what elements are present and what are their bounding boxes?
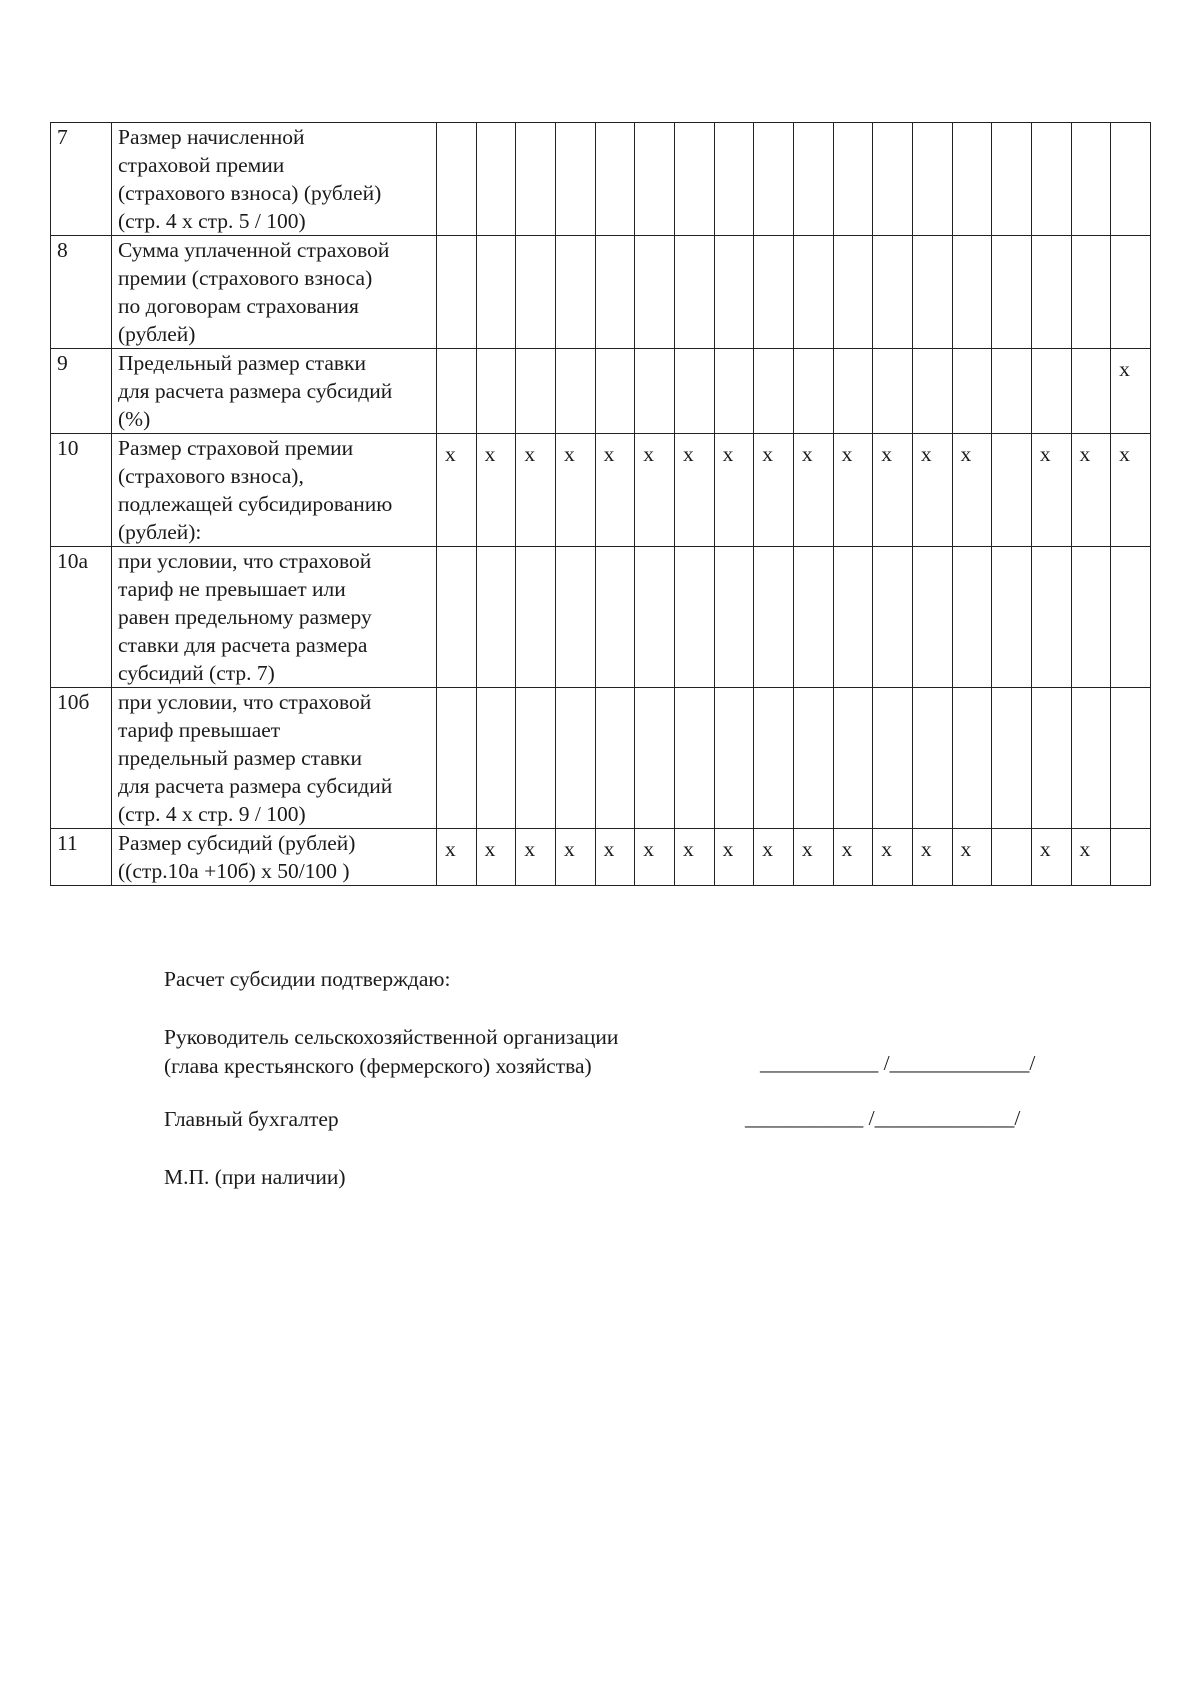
value-cell[interactable]: х <box>833 829 873 886</box>
value-cell[interactable] <box>555 547 595 688</box>
value-cell[interactable] <box>1111 547 1151 688</box>
table-row <box>51 547 1151 688</box>
description-line: (стр. 4 х стр. 5 / 100) <box>118 209 306 233</box>
description-line: ставки для расчета размера <box>118 633 368 657</box>
value-cell[interactable]: х <box>635 434 675 547</box>
row-description <box>112 829 437 886</box>
value-cell[interactable] <box>912 349 952 434</box>
value-cell[interactable] <box>754 236 794 349</box>
value-cell[interactable] <box>555 123 595 236</box>
description-line: Размер начисленной <box>118 125 305 149</box>
value-cell[interactable] <box>952 547 992 688</box>
value-cell[interactable]: х <box>595 829 635 886</box>
subsidy-calculation-table <box>50 122 1151 886</box>
value-cell[interactable] <box>952 123 992 236</box>
description-line: подлежащей субсидированию <box>118 492 393 516</box>
value-cell[interactable] <box>1071 123 1111 236</box>
value-cell[interactable] <box>476 688 516 829</box>
description-line: Размер субсидий (рублей) <box>118 831 356 855</box>
value-cell[interactable] <box>873 236 913 349</box>
description-line: страховой премии <box>118 153 285 177</box>
value-cell[interactable] <box>714 349 754 434</box>
value-cell[interactable]: х <box>714 434 754 547</box>
value-cell[interactable] <box>793 349 833 434</box>
value-cell[interactable] <box>714 547 754 688</box>
value-cell[interactable] <box>437 688 477 829</box>
value-cell[interactable]: х <box>1071 434 1111 547</box>
value-cell[interactable]: х <box>476 434 516 547</box>
value-cell[interactable] <box>674 236 714 349</box>
value-cell[interactable] <box>595 236 635 349</box>
value-cell[interactable] <box>1071 688 1111 829</box>
value-cell[interactable] <box>912 123 952 236</box>
value-cell[interactable] <box>1111 123 1151 236</box>
description-line: для расчета размера субсидий <box>118 379 393 403</box>
value-cell[interactable] <box>873 123 913 236</box>
value-cell[interactable]: х <box>912 434 952 547</box>
value-cell[interactable]: х <box>754 829 794 886</box>
value-cell[interactable]: х <box>873 434 913 547</box>
value-cell[interactable] <box>635 236 675 349</box>
value-cell[interactable] <box>1111 688 1151 829</box>
row-number: 7 <box>51 123 112 236</box>
value-cell[interactable] <box>714 236 754 349</box>
description-line: (страхового взноса) (рублей) <box>118 181 382 205</box>
value-cell[interactable] <box>674 547 714 688</box>
value-cell[interactable] <box>992 349 1032 434</box>
value-cell[interactable] <box>635 547 675 688</box>
value-cell[interactable]: х <box>873 829 913 886</box>
value-cell[interactable] <box>674 349 714 434</box>
value-cell[interactable] <box>793 236 833 349</box>
value-cell[interactable] <box>754 688 794 829</box>
value-cell[interactable] <box>833 123 873 236</box>
value-cell[interactable] <box>476 236 516 349</box>
value-cell[interactable] <box>674 123 714 236</box>
value-cell[interactable] <box>555 349 595 434</box>
description-line: (страхового взноса), <box>118 464 304 488</box>
value-cell[interactable] <box>793 688 833 829</box>
table-row <box>51 688 1151 829</box>
value-cell[interactable]: х <box>1111 434 1151 547</box>
value-cell[interactable] <box>992 236 1032 349</box>
description-line: (рублей): <box>118 520 202 544</box>
row-description <box>112 123 437 236</box>
value-cell[interactable]: х <box>952 434 992 547</box>
value-cell[interactable]: х <box>555 829 595 886</box>
value-cell[interactable] <box>476 547 516 688</box>
value-cell[interactable] <box>1111 829 1151 886</box>
value-cell[interactable] <box>833 349 873 434</box>
value-cell[interactable]: х <box>833 434 873 547</box>
value-cell[interactable]: х <box>595 434 635 547</box>
head-title-line-1: Руководитель сельскохозяйственной организации <box>164 1025 619 1049</box>
seal-note: М.П. (при наличии) <box>164 1165 346 1189</box>
value-cell[interactable] <box>595 547 635 688</box>
value-cell[interactable]: х <box>952 829 992 886</box>
row-description <box>112 547 437 688</box>
value-cell[interactable] <box>1071 349 1111 434</box>
description-line: Предельный размер ставки <box>118 351 366 375</box>
confirm-text: Расчет субсидии подтверждаю: <box>164 967 451 991</box>
value-cell[interactable] <box>992 547 1032 688</box>
description-line: при условии, что страховой <box>118 549 372 573</box>
value-cell[interactable] <box>992 123 1032 236</box>
value-cell[interactable] <box>595 688 635 829</box>
value-cell[interactable]: х <box>555 434 595 547</box>
description-line: (%) <box>118 407 151 431</box>
value-cell[interactable]: х <box>714 829 754 886</box>
description-line: при условии, что страховой <box>118 690 372 714</box>
value-cell[interactable] <box>555 236 595 349</box>
value-cell[interactable] <box>1111 236 1151 349</box>
value-cell[interactable]: х <box>793 434 833 547</box>
value-cell[interactable] <box>1031 688 1071 829</box>
value-cell[interactable] <box>674 688 714 829</box>
description-line: (стр. 4 х стр. 9 / 100) <box>118 802 306 826</box>
value-cell[interactable] <box>754 547 794 688</box>
value-cell[interactable] <box>873 547 913 688</box>
description-line: (рублей) <box>118 322 196 346</box>
table-row <box>51 236 1151 349</box>
value-cell[interactable]: х <box>635 829 675 886</box>
value-cell[interactable]: х <box>674 434 714 547</box>
value-cell[interactable] <box>516 547 556 688</box>
value-cell[interactable] <box>714 688 754 829</box>
value-cell[interactable] <box>1071 236 1111 349</box>
value-cell[interactable]: х <box>437 434 477 547</box>
description-line: Сумма уплаченной страховой <box>118 238 390 262</box>
row-description <box>112 688 437 829</box>
value-cell[interactable] <box>793 547 833 688</box>
value-cell[interactable]: х <box>437 829 477 886</box>
row-description <box>112 236 437 349</box>
value-cell[interactable]: х <box>912 829 952 886</box>
description-line: ((стр.10а +10б) х 50/100 ) <box>118 859 350 883</box>
value-cell[interactable] <box>635 349 675 434</box>
value-cell[interactable] <box>516 688 556 829</box>
value-cell[interactable] <box>476 123 516 236</box>
description-line: премии (страхового взноса) <box>118 266 373 290</box>
value-cell[interactable] <box>635 688 675 829</box>
value-cell[interactable]: х <box>674 829 714 886</box>
description-line: тариф не превышает или <box>118 577 346 601</box>
value-cell[interactable] <box>873 688 913 829</box>
row-number: 11 <box>51 829 112 886</box>
value-cell[interactable] <box>1071 547 1111 688</box>
value-cell[interactable] <box>476 349 516 434</box>
value-cell[interactable] <box>635 123 675 236</box>
row-number: 10б <box>51 688 112 829</box>
row-number: 8 <box>51 236 112 349</box>
value-cell[interactable] <box>912 547 952 688</box>
row-number: 10а <box>51 547 112 688</box>
value-cell[interactable]: х <box>1031 434 1071 547</box>
value-cell[interactable] <box>952 349 992 434</box>
value-cell[interactable] <box>1031 236 1071 349</box>
description-line: субсидий (стр. 7) <box>118 661 275 685</box>
value-cell[interactable] <box>437 349 477 434</box>
value-cell[interactable] <box>516 123 556 236</box>
accountant-signature-line[interactable]: ___________ /_____________/ <box>745 1106 1021 1130</box>
head-signature-line[interactable]: ___________ /_____________/ <box>760 1051 1036 1075</box>
value-cell[interactable] <box>992 829 1032 886</box>
row-description <box>112 434 437 547</box>
value-cell[interactable] <box>754 349 794 434</box>
value-cell[interactable]: х <box>1111 349 1151 434</box>
value-cell[interactable] <box>595 349 635 434</box>
chief-accountant-label: Главный бухгалтер <box>164 1107 339 1131</box>
table-row <box>51 434 1151 547</box>
value-cell[interactable]: х <box>754 434 794 547</box>
description-line: для расчета размера субсидий <box>118 774 393 798</box>
description-line: по договорам страхования <box>118 294 359 318</box>
value-cell[interactable] <box>992 434 1032 547</box>
value-cell[interactable] <box>793 123 833 236</box>
value-cell[interactable] <box>1031 123 1071 236</box>
value-cell[interactable] <box>912 236 952 349</box>
value-cell[interactable] <box>437 547 477 688</box>
row-number: 10 <box>51 434 112 547</box>
description-line: предельный размер ставки <box>118 746 362 770</box>
value-cell[interactable]: х <box>1071 829 1111 886</box>
value-cell[interactable] <box>1031 349 1071 434</box>
value-cell[interactable] <box>873 349 913 434</box>
table-row <box>51 123 1151 236</box>
value-cell[interactable] <box>952 688 992 829</box>
value-cell[interactable]: х <box>516 829 556 886</box>
value-cell[interactable]: х <box>793 829 833 886</box>
value-cell[interactable] <box>714 123 754 236</box>
value-cell[interactable] <box>437 123 477 236</box>
value-cell[interactable] <box>516 236 556 349</box>
value-cell[interactable] <box>833 688 873 829</box>
value-cell[interactable] <box>833 236 873 349</box>
table-row <box>51 829 1151 886</box>
value-cell[interactable]: х <box>476 829 516 886</box>
value-cell[interactable] <box>754 123 794 236</box>
head-title-line-2: (глава крестьянского (фермерского) хозяйства) <box>164 1054 592 1078</box>
value-cell[interactable] <box>516 349 556 434</box>
row-number: 9 <box>51 349 112 434</box>
description-line: тариф превышает <box>118 718 281 742</box>
value-cell[interactable]: х <box>516 434 556 547</box>
value-cell[interactable] <box>912 688 952 829</box>
value-cell[interactable] <box>1031 547 1071 688</box>
description-line: Размер страховой премии <box>118 436 354 460</box>
value-cell[interactable] <box>437 236 477 349</box>
description-line: равен предельному размеру <box>118 605 372 629</box>
value-cell[interactable] <box>992 688 1032 829</box>
head-signatory-label <box>164 1023 618 1081</box>
value-cell[interactable] <box>833 547 873 688</box>
value-cell[interactable]: х <box>1031 829 1071 886</box>
value-cell[interactable] <box>555 688 595 829</box>
value-cell[interactable] <box>952 236 992 349</box>
value-cell[interactable] <box>595 123 635 236</box>
table-row <box>51 349 1151 434</box>
row-description <box>112 349 437 434</box>
